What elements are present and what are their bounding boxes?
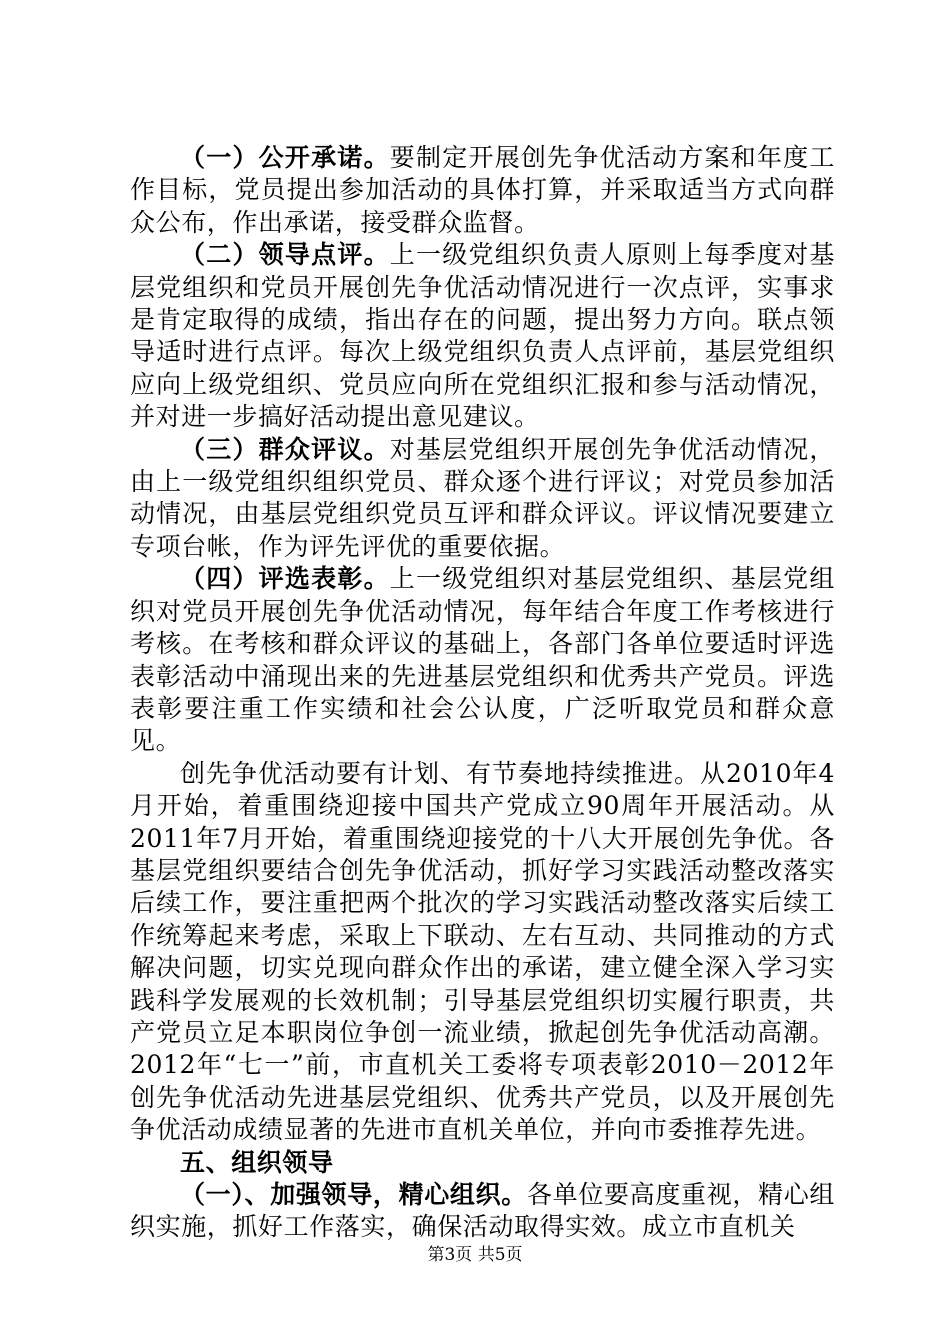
paragraph-lead: （一）公开承诺。 [180,143,390,172]
paragraph-text: 上一级党组织对基层党组织、基层党组织对党员开展创先争优活动情况，每年结合年度工作考核进行考核。在考核和群众评议的基础上，各部门各单位要适时评选表彰活动中涌现出来的先进基层党组织和优秀共产党员。评选表彰要注重工作实绩和社会公认度，广泛听取党员和群众意见。 [130,564,835,756]
paragraph-lead: （四）评选表彰。 [180,564,390,594]
page-footer: 第3页 共5页 [427,1245,523,1265]
paragraph-text: 上一级党组织负责人原则上每季度对基层党组织和党员开展创先争优活动情况进行一次点评，实事求是肯定取得的成绩，指出存在的问题，提出努力方向。联点领导适时进行点评。每次上级党组织负责人点评前，基层党组织应向上级党组织、党员应向所在党组织汇报和参与活动情况，并对进一步搞好活动提出意见建议。 [130,240,835,432]
paragraph-activity-plan [130,758,835,1147]
paragraph-strengthen-leadership [130,1179,835,1244]
paragraph-text: 对基层党组织开展创先争优活动情况，由上一级党组织组织党员、群众逐个进行评议；对党员参加活动情况，由基层党组织党员互评和群众评议。评议情况要建立专项台帐，作为评先评优的重要依据。 [130,434,835,561]
paragraph-public-evaluation [130,434,835,564]
paragraph-leader-review [130,239,835,433]
paragraph-lead: （一）、加强领导，精心组织。 [180,1180,527,1209]
paragraph-text: 要制定开展创先争优活动方案和年度工作目标，党员提出参加活动的具体打算，并采取适当方式向群众公布，作出承诺，接受群众监督。 [130,143,835,237]
paragraph-lead: （二）领导点评。 [180,240,390,270]
paragraph-text: 创先争优活动要有计划、有节奏地持续推进。从2010年4月开始，着重围绕迎接中国共产党成立90周年开展活动。从2011年7月开始，着重围绕迎接党的十八大开展创先争优。各基层党组织要结合创先争优活动，抓好学习实践活动整改落实后续工作，要注重把两个批次的学习实践活动整改落实后续工作统筹起来考虑，采取上下联动、左右互动、共同推动的方式解决问题，切实兑现向群众作出的承诺，建立健全深入学习实践科学发展观的长效机制；引导基层党组织切实履行职责，共产党员立足本职岗位争创一流业绩，掀起创先争优活动高潮。2012年“七一”前，市直机关工委将专项表彰2010－2012年创先争优活动先进基层党组织、优秀共产党员，以及开展创先争优活动成绩显著的先进市直机关单位，并向市委推荐先进。 [130,758,835,1145]
paragraph-lead: （三）群众评议。 [180,434,390,464]
paragraph-public-commitment [130,142,835,239]
document-body [130,142,835,1244]
paragraph-selection-commendation [130,563,835,757]
section-heading: 五、组织领导 [180,1147,334,1177]
paragraph-text: 各单位要高度重视，精心组织实施，抓好工作落实，确保活动取得实效。成立市直机关 [130,1180,836,1242]
